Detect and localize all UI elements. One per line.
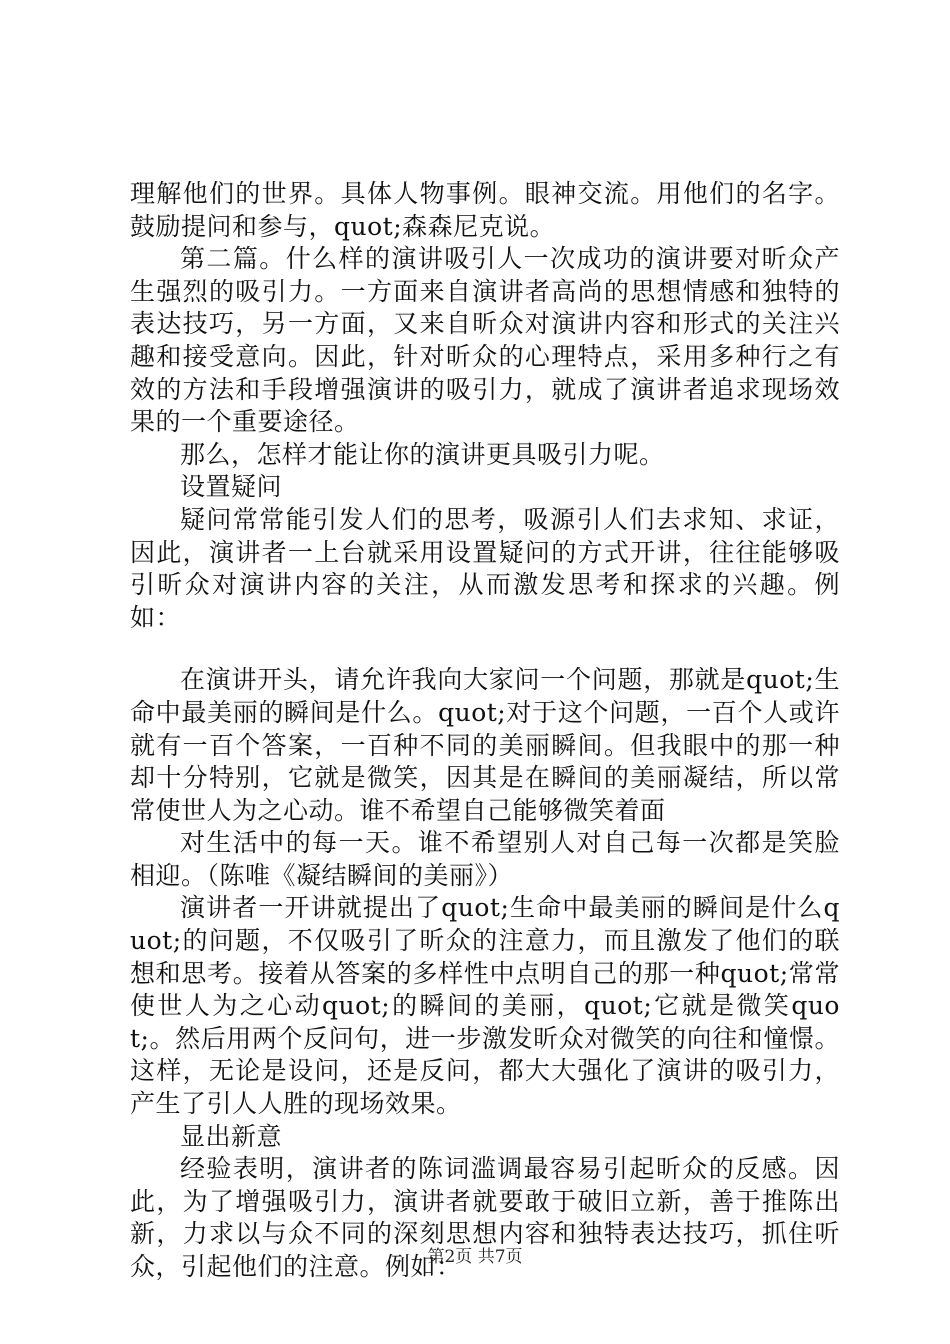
quote-continuation: 对生活中的每一天。谁不希望别人对自己每一次都是笑脸相迎。（陈唯《凝结瞬间的美丽》）: [130, 828, 840, 890]
paragraph-3: 那么，怎样才能让你的演讲更具吸引力呢。: [180, 439, 665, 469]
paragraph-2: 第二篇。什么样的演讲吸引人一次成功的演讲要对昕众产生强烈的吸引力。一方面来自演讲者高尚的思想情感和独特的表达技巧，另一方面，又来自昕众对演讲内容和形式的关注兴趣和接受意向。因此，针对昕众的心理特点，采用多种行之有效的方法和手段增强演讲的吸引力，就成了演讲者追求现场效果的一个重要途径。: [130, 244, 840, 437]
page-footer: 第2页 共7页: [427, 1247, 523, 1267]
quote-paragraph: 在演讲开头，请允许我向大家问一个问题，那就是quot;生命中最美丽的瞬间是什么。quot;对于这个问题，一百个人或许就有一百个答案，一百种不同的美丽瞬间。但我眼中的那一种却十分特别，它就是微笑，因其是在瞬间的美丽凝结，所以常常使世人为之心动。谁不希望自己能够微笑着面: [130, 665, 840, 825]
paragraph-6: 经验表明，演讲者的陈词滥调最容易引起昕众的反感。因此，为了增强吸引力，演讲者就要敢于破旧立新，善于推陈出新，力求以与众不同的深刻思想内容和独特表达技巧，抓住听众，引起他们的注意。例如：: [130, 1154, 840, 1281]
paragraph-4: 疑问常常能引发人们的思考，吸源引人们去求知、求证，因此，演讲者一上台就采用设置疑问的方式开讲，往往能够吸引昕众对演讲内容的关注，从而激发思考和探求的兴趣。例如：: [130, 504, 840, 632]
section-heading-1: 设置疑问: [180, 472, 283, 502]
paragraph-gap: [130, 634, 840, 664]
paragraph-5: 演讲者一开讲就提出了quot;生命中最美丽的瞬间是什么quot;的问题，不仅吸引了昕众的注意力，而且激发了他们的联想和思考。接着从答案的多样性中点明自己的那一种quot;常常使世人为之心动quot;的瞬间的美丽，quot;它就是微笑quot;。然后用两个反问句，进一步激发昕众对微笑的向往和憧憬。这样，无论是设问，还是反问，都大大强化了演讲的吸引力，产生了引人人胜的现场效果。: [130, 893, 840, 1119]
paragraph-1: 理解他们的世界。具体人物事例。眼神交流。用他们的名字。鼓励提问和参与，quot;森森尼克说。: [130, 179, 840, 241]
body-text: [130, 178, 840, 1284]
section-heading-2: 显出新意: [180, 1121, 283, 1151]
